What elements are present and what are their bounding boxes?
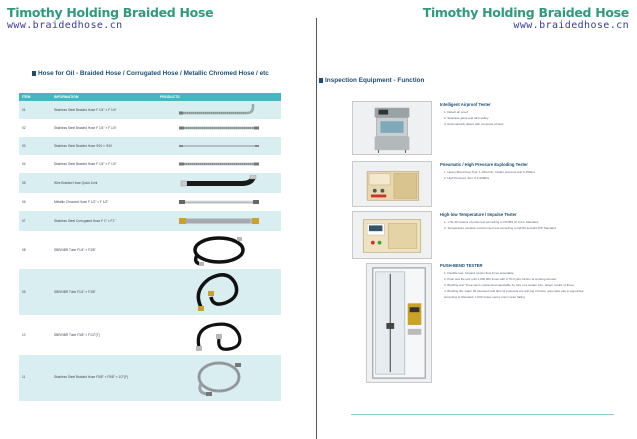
table-row <box>19 101 281 119</box>
equipment-line: 1. Flexible test, forward motion flow times selectable; <box>444 271 515 275</box>
black-hose-loop-icon <box>157 269 281 315</box>
row-info: Stainless Steel Braided Hose F 1/4" × F 1/4" <box>54 126 117 130</box>
row-info: Stainless Steel Corrugated Hose F 1" × F1" <box>54 219 116 223</box>
brand-header-left <box>7 5 213 31</box>
table-header <box>19 93 281 101</box>
page-divider <box>316 18 317 439</box>
row-info: Wire Braided Hose Quick Joint <box>54 181 98 185</box>
equipment-line: 2. High Pressure Test: 0.6-20MPa <box>444 176 489 180</box>
row-item: 02 <box>22 126 26 130</box>
equipment-line: 1. Heavy Burst Flow Tool: 1~9KL/min; Instant pressure test 0-15Mpa <box>444 170 535 174</box>
temperature-impulse-tester-icon <box>352 211 432 259</box>
table-row <box>19 211 281 231</box>
product-table <box>19 93 281 401</box>
equipment-line: 3. Automatically detect with computer photos <box>444 122 504 126</box>
equipment-line: 2. Stainless glass and tank safety <box>444 116 489 120</box>
equipment-title: High-low Temperature / Impulse Tester <box>440 212 517 217</box>
table-row <box>19 231 281 269</box>
equipment-line: 3. Bending test: three items customized selectable by wire of a certain size, detect results of three; <box>444 283 575 287</box>
row-item: 03 <box>22 144 26 148</box>
brand-name: Timothy Holding Braided Hose <box>7 5 214 20</box>
equipment-title: Pneumatic / High Pressure Exploding Tester <box>440 162 528 167</box>
row-item: 11 <box>22 375 26 379</box>
row-item: 07 <box>22 219 26 223</box>
row-item: 01 <box>22 108 26 112</box>
braided-hose-straight-icon <box>157 119 281 137</box>
column-header-products: PRODUCTS <box>160 95 180 99</box>
braided-hose-straight-icon <box>157 155 281 173</box>
column-header-item: ITEM <box>22 95 31 99</box>
equipment-line: 4. Bending life: water 90 thousand and flow sit protocols are anti-fog of times, automatic pair in appointed <box>444 289 584 293</box>
row-info: SBR/NBR Tube F1/4" × F3/8" <box>54 290 96 294</box>
pressure-exploding-tester-icon <box>352 161 432 207</box>
push-bend-tester-cabinet-icon <box>366 263 432 383</box>
row-item: 10 <box>22 333 26 337</box>
equipment-line: 2. Push and life test until 1,000,000 times with 0.7% hydro-friction at working at least; <box>444 277 557 281</box>
equipment-title: PUSH-BEND TESTER <box>440 263 483 268</box>
brand-url[interactable]: www.braidedhose.cn <box>513 20 629 31</box>
row-info: Stainless Steel Braided Hose Φ10 × Φ10 <box>54 144 112 148</box>
row-item: 09 <box>22 290 26 294</box>
brand-header-right <box>423 5 629 31</box>
braided-hose-coil-icon <box>157 355 281 399</box>
table-row <box>19 355 281 399</box>
row-item: 04 <box>22 162 26 166</box>
braided-hose-with-elbow-icon <box>157 101 281 119</box>
row-info: SBR/NBR Tube F1/4" × F3/8" <box>54 248 96 252</box>
black-hose-elbow-icon <box>157 173 281 193</box>
bottom-rule <box>351 414 614 415</box>
row-item: 08 <box>22 248 26 252</box>
row-item: 05 <box>22 181 26 185</box>
equipment-line: 2. Temperature variation environment test according to GP/20 and EN ATP Standard <box>444 226 556 230</box>
column-header-information: INFORMATION <box>54 95 79 99</box>
table-row <box>19 193 281 211</box>
table-row <box>19 173 281 193</box>
corrugated-hose-icon <box>157 211 281 231</box>
airproof-tester-machine-icon <box>352 101 432 155</box>
equipment-line: 1. Detect air proof <box>444 110 468 114</box>
table-row <box>19 137 281 155</box>
equipment-line: 1. +70/-40 Celsius of pulse test according to ISO/BS 0/ 1/4 to Standard; <box>444 220 539 224</box>
table-row <box>19 119 281 137</box>
chromed-hose-icon <box>157 193 281 211</box>
brand-url[interactable]: www.braidedhose.cn <box>7 20 123 31</box>
section-title-hose: Hose for Oil - Braided Hose / Corrugated Hose / Metallic Chromed Hose / etc <box>38 70 269 77</box>
brand-name: Timothy Holding Braided Hose <box>422 5 629 20</box>
row-item: 06 <box>22 200 26 204</box>
braided-hose-thin-icon <box>157 137 281 155</box>
row-info: Stainless Steel Braided Hose F5/8" × F5/8" × 1/2"(F) <box>54 375 129 379</box>
black-hose-long-icon <box>157 315 281 355</box>
row-info: Stainless Steel Braided Hose F 1/4" × F 1/4" <box>54 162 117 166</box>
row-info: Metallic Chromed Hose F 1/2" × F 1/2" <box>54 200 109 204</box>
table-row <box>19 315 281 355</box>
section-title-inspection: Inspection Equipment - Function <box>325 77 425 84</box>
row-info: Stainless Steel Braided Hose F 1/4" × F 1/4" <box>54 108 117 112</box>
table-row <box>19 155 281 173</box>
table-row <box>19 269 281 315</box>
row-info: SBR/NBR Tube F3/8" × F1/2"(T) <box>54 333 100 337</box>
black-hose-coil-icon <box>157 231 281 269</box>
equipment-line: according to Standard, 1,000 Grace series color meter failing <box>444 295 525 299</box>
equipment-title: Intelligent Airproof Tester <box>440 102 491 107</box>
